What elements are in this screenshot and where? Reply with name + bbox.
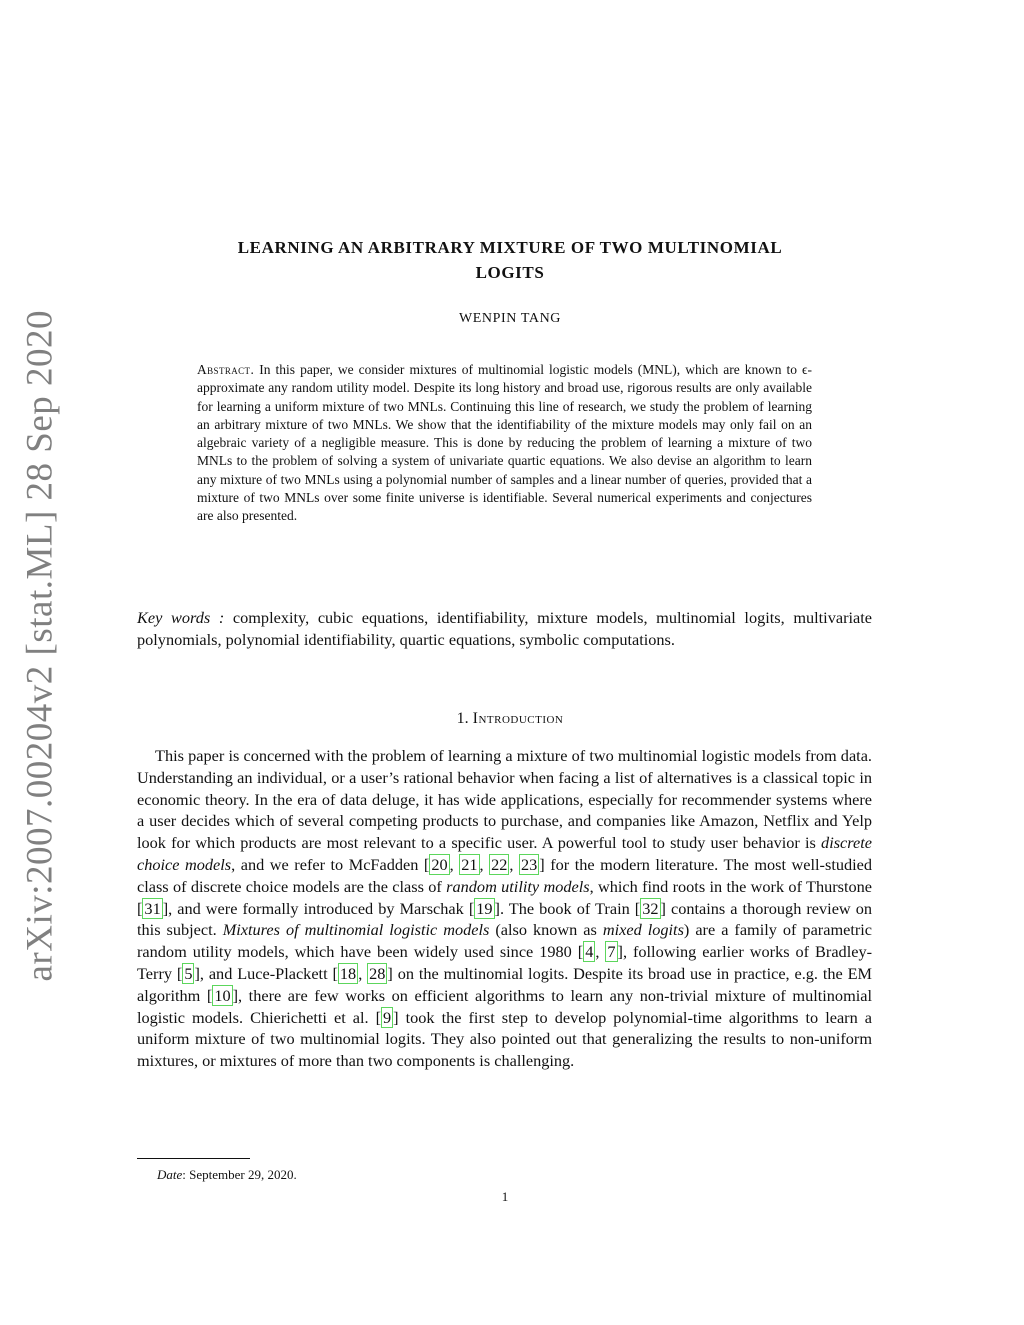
- paper-title: [140, 235, 880, 285]
- section-title: Introduction: [472, 710, 564, 727]
- citation-link[interactable]: 28: [369, 963, 386, 983]
- title-line-1: LEARNING AN ARBITRARY MIXTURE OF TWO MULTINOMIAL: [237, 238, 783, 257]
- keywords: [137, 607, 872, 651]
- intro-text: took the first step to develop polynomial-time algorithms to learn a uniform mixture of two multinomial logits. They also pointed out that generalizing the results to non-uniform mixtures, or mixtures of more than two components is challenging.: [137, 1007, 872, 1071]
- footnote-divider: [137, 1158, 250, 1159]
- abstract-label: Abstract.: [197, 362, 255, 377]
- intro-text: ) are a family of parametric random utility models, which have been widely used since 1980: [137, 920, 873, 962]
- abstract-text: In this paper, we consider mixtures of multinomial logistic models (MNL), which are known to ϵ-approximate any random utility model. Despite its long history and broad use, rigorous results are only available for learning a uniform mixture of two MNLs. Continuing this line of research, we study the problem of learning an arbitrary mixture of two MNLs. We show that the identifiability of the mixture models may only fail on an algebraic variety of a negligible measure. This is done by reducing the problem of learning a mixture of two MNLs to the problem of solving a system of univariate quartic equations. We also devise an algorithm to learn any mixture of two MNLs using a polynomial number of samples and a linear number of queries, provided that a mixture of two MNLs over some finite universe is identifiable. Several numerical experiments and conjectures are also presented.: [197, 362, 812, 524]
- citation-link[interactable]: 5: [184, 963, 193, 983]
- citation-link[interactable]: 19: [476, 898, 493, 918]
- citation-link[interactable]: 22: [491, 854, 508, 874]
- footnote-date: [157, 1167, 297, 1183]
- intro-text: , and were formally introduced by Marschak: [168, 898, 464, 918]
- intro-text: , which find roots in the work of Thurstone: [589, 876, 873, 896]
- intro-text: This paper is concerned with the problem of learning a mixture of two multinomial logistic models from data. Understanding an individual, or a user’s rational behavior when facing a list of alternatives is a classical topic in economic theory. In the era of data deluge, it has wide applications, especially for recommender systems where a user decides which of several competing products to purchase, and companies like Amazon, Netflix and Yelp look for which products are most relevant to a specific user. A powerful tool to study user behavior is: [137, 746, 872, 853]
- footnote-label: Date: [157, 1167, 183, 1182]
- section-heading: [140, 710, 880, 728]
- intro-text: for the modern literature. The most well-studied class of discrete choice models are the class of: [137, 854, 873, 896]
- section-number: 1.: [456, 710, 469, 727]
- citation-link[interactable]: 20: [431, 854, 448, 874]
- intro-text: , and we refer to McFadden: [231, 854, 419, 874]
- citation-link[interactable]: 7: [607, 942, 616, 962]
- intro-text: , there are few works on efficient algorithms to learn any non-trivial mixture of multinomial logistic models. Chierichetti et al.: [137, 985, 873, 1027]
- intro-text: , following earlier works of Bradley-Terry: [137, 942, 873, 983]
- footnote-text: : September 29, 2020.: [182, 1167, 297, 1182]
- intro-emphasis: Mixtures of multinomial logistic models: [222, 920, 490, 940]
- citation-link[interactable]: 21: [461, 854, 478, 874]
- intro-emphasis: mixed logits: [602, 920, 684, 940]
- title-line-2: LOGITS: [475, 263, 545, 282]
- author-name: WENPIN TANG: [458, 311, 562, 326]
- citation-link[interactable]: 23: [521, 854, 538, 874]
- arxiv-identifier: arXiv:2007.00204v2 [stat.ML] 28 Sep 2020: [19, 309, 61, 982]
- intro-text: . The book of Train: [499, 898, 630, 918]
- intro-text: on the multinomial logits. Despite its broad use in practice, e.g. the EM algorithm: [137, 963, 873, 1005]
- intro-emphasis: random utility models: [446, 876, 590, 896]
- citation-link[interactable]: 32: [642, 898, 659, 918]
- intro-paragraph: This paper is concerned with the problem of learning a mixture of two multinomial logistic models from data. Understanding an individual, or a user’s rational behavior when facing a list of alternatives is a classical topic in economic theory. In the era of data deluge, it has wide applications, especially for recommender systems where a user decides which of several competing products to purchase, and companies like Amazon, Netflix and Yelp look for which products are most relevant to a specific user. A powerful tool to study user behavior is discrete choice models, and we refer to McFadden [ 20 , 21 , 22 , 23 ] for the modern literature. The most well-studied class of discrete choice models are the class of random utility models, which find roots in the work of Thurstone [ 31 ], and were formally introduced by Marschak [ 19 ]. The book of Train [ 32 ] contains a thorough review on this subject. Mixtures of multinomial logistic models (also known as mixed logits) are a family of parametric random utility models, which have been widely used since 1980 [ 4 , 7 ], following earlier works of Bradley-Terry [ 5 ], and Luce-Plackett [ 18 , 28 ] on the multinomial logits. Despite its broad use in practice, e.g. the EM algorithm [ 10 ], there are few works on efficient algorithms to learn any non-trivial mixture of multinomial logistic models. Chierichetti et al. [ 9 ] took the first step to develop polynomial-time algorithms to learn a uniform mixture of two multinomial logits. They also pointed out that generalizing the results to non-uniform mixtures, or mixtures of more than two components is challenging.: [137, 746, 873, 1071]
- abstract: [197, 361, 812, 526]
- citation-link[interactable]: 9: [383, 1007, 392, 1027]
- intro-text: , and Luce-Plackett: [199, 963, 328, 983]
- intro-text: (also known as: [495, 920, 597, 940]
- citation-link[interactable]: 10: [214, 985, 231, 1005]
- citation-link[interactable]: 18: [339, 963, 357, 983]
- keywords-text: complexity, cubic equations, identifiability, mixture models, multinomial logits, multivariate polynomials, polynomial identifiability, quartic equations, symbolic computations.: [137, 608, 872, 649]
- page-number: 1: [501, 1189, 509, 1204]
- intro-emphasis: discrete choice models: [137, 833, 872, 874]
- citation-link[interactable]: 31: [144, 898, 161, 918]
- intro-text: contains a thorough review on this subject.: [137, 898, 872, 940]
- citation-link[interactable]: 4: [585, 942, 594, 962]
- keywords-label: Key words :: [137, 608, 225, 627]
